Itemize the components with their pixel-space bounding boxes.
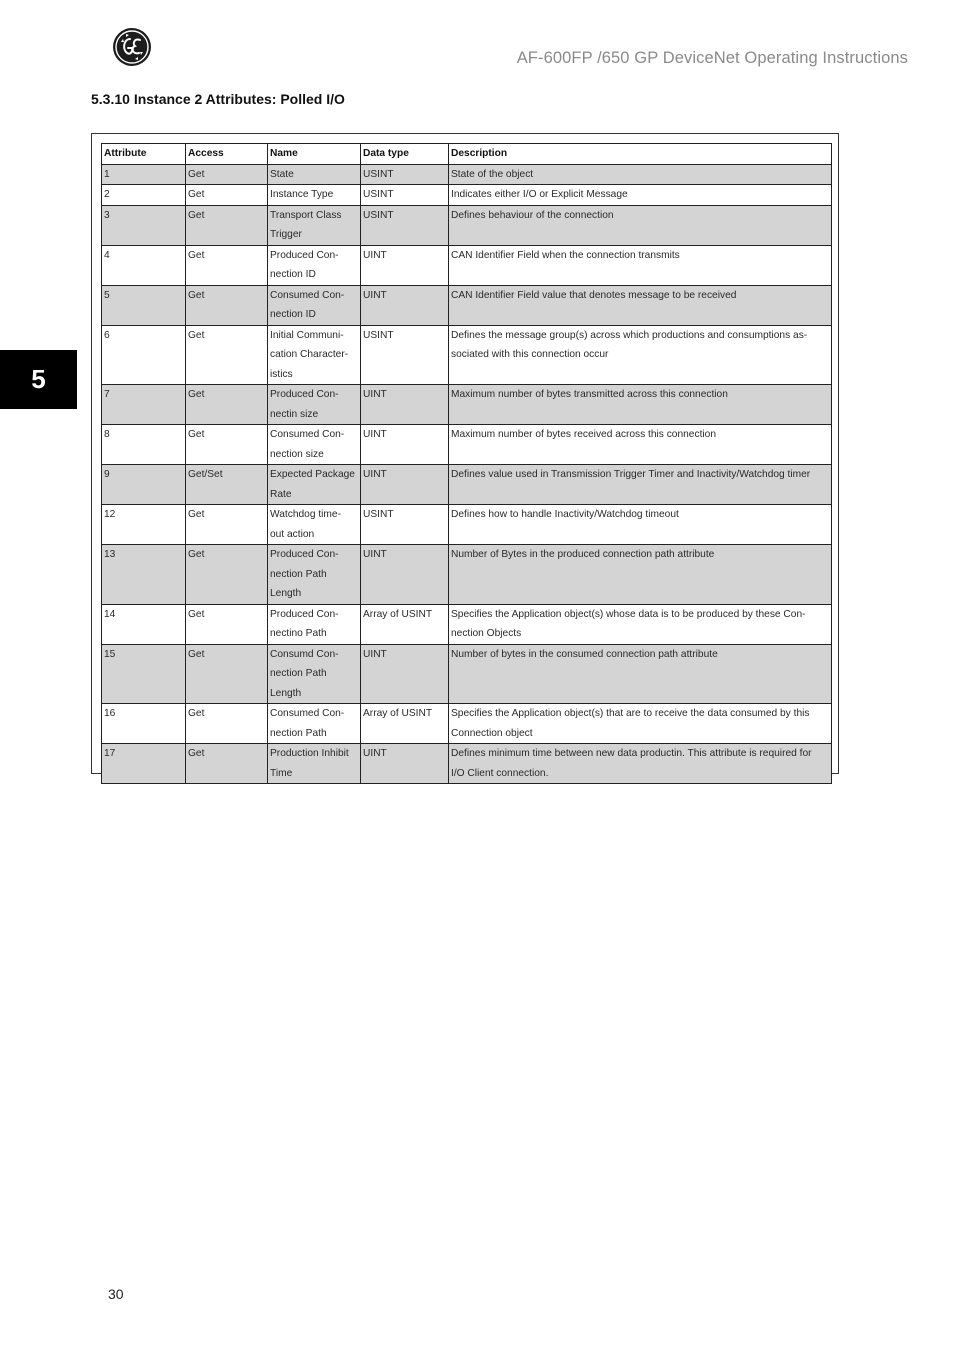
cell-data-type: USINT bbox=[361, 164, 449, 185]
cell-name-line: Produced Con- bbox=[270, 549, 339, 560]
table-row bbox=[102, 545, 832, 605]
table-row bbox=[102, 385, 832, 425]
cell-attribute: 12 bbox=[102, 505, 186, 545]
document-title: AF-600FP /650 GP DeviceNet Operating Instructions bbox=[516, 49, 908, 67]
cell-access: Get bbox=[186, 185, 268, 206]
table-row bbox=[102, 205, 832, 245]
cell-data-type: UINT bbox=[361, 644, 449, 704]
cell-attribute: 2 bbox=[102, 185, 186, 206]
cell-description-line: Maximum number of bytes received across this connection bbox=[451, 429, 716, 440]
cell-description-line: Indicates either I/O or Explicit Message bbox=[451, 189, 628, 200]
cell-description-line: Specifies the Application object(s) that are to receive the data consumed by this bbox=[451, 708, 810, 719]
table-row bbox=[102, 505, 832, 545]
cell-data-type: USINT bbox=[361, 185, 449, 206]
cell-description-line: CAN Identifier Field value that denotes message to be received bbox=[451, 289, 737, 301]
cell-name bbox=[268, 205, 361, 245]
cell-description-line: Specifies the Application object(s) whose data is to be produced by these Con- bbox=[451, 608, 806, 620]
cell-attribute: 14 bbox=[102, 604, 186, 644]
cell-data-type: UINT bbox=[361, 744, 449, 784]
cell-description-line: State of the object bbox=[451, 168, 534, 180]
cell-name bbox=[268, 465, 361, 505]
cell-name-line: Instance Type bbox=[270, 189, 334, 200]
cell-name-line: Length bbox=[270, 588, 302, 599]
cell-name-line: State bbox=[270, 168, 294, 180]
cell-description-line: Maximum number of bytes transmitted across this connection bbox=[451, 389, 728, 400]
cell-description-line: Defines the message group(s) across which productions and consumptions as- bbox=[451, 329, 808, 341]
column-header-description: Description bbox=[449, 144, 832, 165]
cell-description bbox=[449, 704, 832, 744]
cell-name-line: nection ID bbox=[270, 309, 316, 320]
cell-description bbox=[449, 604, 832, 644]
cell-description-line: CAN Identifier Field when the connection transmits bbox=[451, 249, 680, 261]
cell-access: Get bbox=[186, 385, 268, 425]
cell-name-line: nection ID bbox=[270, 269, 316, 280]
cell-description bbox=[449, 425, 832, 465]
cell-name-line: cation Character- bbox=[270, 349, 349, 360]
cell-access: Get bbox=[186, 285, 268, 325]
cell-name-line: Watchdog time- bbox=[270, 509, 341, 520]
table-row bbox=[102, 465, 832, 505]
cell-description-line: Connection object bbox=[451, 727, 533, 739]
cell-attribute: 15 bbox=[102, 644, 186, 704]
cell-access: Get bbox=[186, 545, 268, 605]
cell-description bbox=[449, 185, 832, 206]
cell-description-line: Number of bytes in the consumed connection path attribute bbox=[451, 648, 718, 660]
cell-description-line: nection Objects bbox=[451, 628, 522, 639]
cell-description bbox=[449, 644, 832, 704]
cell-name-line: Produced Con- bbox=[270, 389, 339, 400]
cell-access: Get bbox=[186, 704, 268, 744]
cell-data-type: USINT bbox=[361, 505, 449, 545]
cell-attribute: 7 bbox=[102, 385, 186, 425]
column-header-access: Access bbox=[186, 144, 268, 165]
column-header-attribute: Attribute bbox=[102, 144, 186, 165]
cell-name-line: Consumed Con- bbox=[270, 708, 345, 719]
cell-data-type: UINT bbox=[361, 245, 449, 285]
cell-name bbox=[268, 325, 361, 385]
table-header-row bbox=[102, 144, 832, 165]
cell-description bbox=[449, 285, 832, 325]
table-row bbox=[102, 604, 832, 644]
cell-access: Get bbox=[186, 164, 268, 185]
cell-data-type: Array of USINT bbox=[361, 704, 449, 744]
cell-attribute: 6 bbox=[102, 325, 186, 385]
cell-name bbox=[268, 644, 361, 704]
cell-name-line: nection Path bbox=[270, 727, 327, 739]
cell-description-line: Defines minimum time between new data productin. This attribute is required for bbox=[451, 748, 812, 759]
cell-description bbox=[449, 744, 832, 784]
cell-name-line: nection Path bbox=[270, 668, 327, 679]
cell-name bbox=[268, 285, 361, 325]
cell-name-line: Consumed Con- bbox=[270, 429, 345, 440]
cell-description-line: Defines behaviour of the connection bbox=[451, 209, 614, 221]
table-row bbox=[102, 744, 832, 784]
cell-data-type: USINT bbox=[361, 325, 449, 385]
cell-attribute: 13 bbox=[102, 545, 186, 605]
cell-data-type: UINT bbox=[361, 425, 449, 465]
cell-description bbox=[449, 245, 832, 285]
cell-name-line: nectin size bbox=[270, 408, 319, 420]
cell-description-line: Defines value used in Transmission Trigger Timer and Inactivity/Watchdog timer bbox=[451, 469, 811, 480]
cell-name-line: Transport Class bbox=[270, 209, 342, 221]
cell-name bbox=[268, 744, 361, 784]
cell-access: Get/Set bbox=[186, 465, 268, 505]
table-row bbox=[102, 425, 832, 465]
cell-name bbox=[268, 604, 361, 644]
cell-data-type: UINT bbox=[361, 545, 449, 605]
cell-name-line: Rate bbox=[270, 488, 292, 500]
table-row bbox=[102, 644, 832, 704]
cell-access: Get bbox=[186, 325, 268, 385]
cell-name-line: Produced Con- bbox=[270, 608, 339, 620]
cell-name-line: Time bbox=[270, 767, 293, 779]
cell-access: Get bbox=[186, 644, 268, 704]
cell-description bbox=[449, 325, 832, 385]
attributes-table bbox=[101, 143, 832, 784]
cell-name bbox=[268, 245, 361, 285]
cell-name-line: Trigger bbox=[270, 229, 302, 240]
table-row bbox=[102, 325, 832, 385]
cell-attribute: 1 bbox=[102, 164, 186, 185]
cell-attribute: 3 bbox=[102, 205, 186, 245]
cell-attribute: 4 bbox=[102, 245, 186, 285]
cell-data-type: UINT bbox=[361, 385, 449, 425]
cell-data-type: USINT bbox=[361, 205, 449, 245]
cell-access: Get bbox=[186, 604, 268, 644]
cell-data-type: UINT bbox=[361, 465, 449, 505]
cell-name-line: nection size bbox=[270, 448, 324, 460]
column-header-data-type: Data type bbox=[361, 144, 449, 165]
chapter-tab: 5 bbox=[0, 350, 77, 409]
cell-access: Get bbox=[186, 505, 268, 545]
cell-description bbox=[449, 385, 832, 425]
cell-description bbox=[449, 505, 832, 545]
cell-name-line: nectino Path bbox=[270, 628, 327, 639]
cell-description-line: sociated with this connection occur bbox=[451, 349, 609, 360]
cell-name-line: Length bbox=[270, 687, 302, 699]
section-heading: 5.3.10 Instance 2 Attributes: Polled I/O bbox=[91, 91, 345, 107]
cell-description-line: I/O Client connection. bbox=[451, 767, 549, 779]
cell-attribute: 9 bbox=[102, 465, 186, 505]
table-row bbox=[102, 164, 832, 185]
cell-name bbox=[268, 704, 361, 744]
table-row bbox=[102, 285, 832, 325]
cell-attribute: 8 bbox=[102, 425, 186, 465]
cell-name-line: Consumd Con- bbox=[270, 648, 339, 660]
cell-attribute: 5 bbox=[102, 285, 186, 325]
column-header-name: Name bbox=[268, 144, 361, 165]
cell-description bbox=[449, 205, 832, 245]
cell-name-line: istics bbox=[270, 368, 293, 380]
cell-attribute: 17 bbox=[102, 744, 186, 784]
cell-description-line: Defines how to handle Inactivity/Watchdog timeout bbox=[451, 509, 679, 520]
cell-name bbox=[268, 545, 361, 605]
cell-name-line: nection Path bbox=[270, 568, 327, 580]
cell-description bbox=[449, 545, 832, 605]
cell-access: Get bbox=[186, 744, 268, 784]
table-body bbox=[102, 164, 832, 784]
cell-name-line: Production Inhibit bbox=[270, 748, 349, 759]
cell-name-line: Expected Package bbox=[270, 469, 355, 480]
cell-name bbox=[268, 164, 361, 185]
cell-name-line: Produced Con- bbox=[270, 249, 339, 261]
cell-data-type: Array of USINT bbox=[361, 604, 449, 644]
table-row bbox=[102, 185, 832, 206]
table-row bbox=[102, 704, 832, 744]
cell-access: Get bbox=[186, 425, 268, 465]
page-number: 30 bbox=[108, 1286, 124, 1302]
cell-description bbox=[449, 164, 832, 185]
table-row bbox=[102, 245, 832, 285]
cell-name bbox=[268, 385, 361, 425]
cell-access: Get bbox=[186, 245, 268, 285]
cell-attribute: 16 bbox=[102, 704, 186, 744]
cell-data-type: UINT bbox=[361, 285, 449, 325]
ge-monogram-icon bbox=[112, 27, 152, 67]
cell-name bbox=[268, 425, 361, 465]
cell-name bbox=[268, 505, 361, 545]
cell-description-line: Number of Bytes in the produced connection path attribute bbox=[451, 549, 715, 560]
cell-name-line: out action bbox=[270, 528, 315, 540]
cell-description bbox=[449, 465, 832, 505]
cell-name-line: Initial Communi- bbox=[270, 329, 344, 341]
cell-name-line: Consumed Con- bbox=[270, 289, 345, 301]
cell-access: Get bbox=[186, 205, 268, 245]
cell-name bbox=[268, 185, 361, 206]
